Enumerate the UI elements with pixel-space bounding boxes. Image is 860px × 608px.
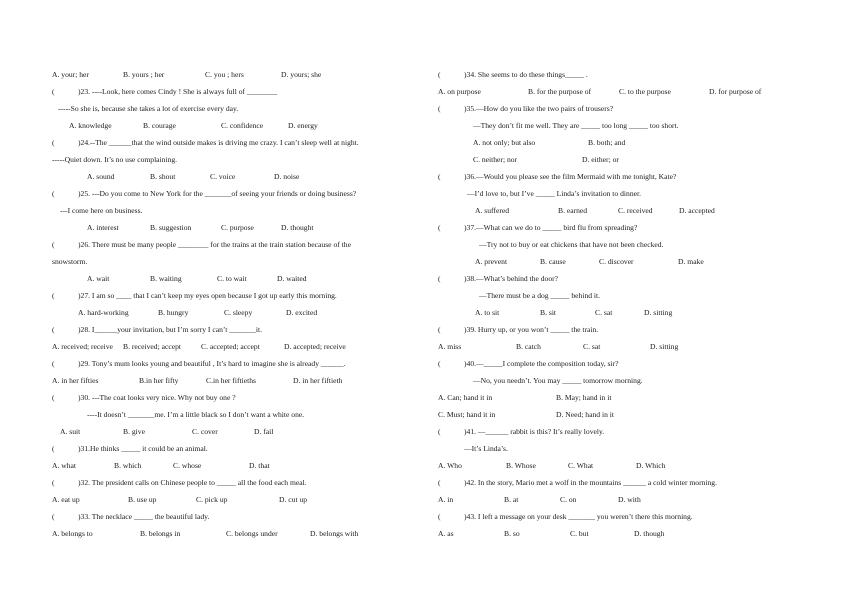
question-text: )40.—_____I complete the composition today, sir? <box>464 359 619 368</box>
option-b: B. which <box>114 461 142 470</box>
right-column <box>438 0 823 608</box>
option-c: C. confidence <box>221 121 264 130</box>
option-d: D. though <box>634 529 665 538</box>
question-text: )29. Tony’s mum looks young and beautiful , It’s hard to imagine she is already ______. <box>78 359 346 368</box>
question-41-line2: —It’s Linda’s. <box>464 444 508 453</box>
option-a: A. wait <box>87 274 110 283</box>
option-d: D. accepted <box>679 206 715 215</box>
answer-bracket: ( <box>52 87 55 96</box>
answer-bracket: ( <box>438 274 441 283</box>
answer-bracket: ( <box>52 444 55 453</box>
option-b: B. courage <box>143 121 176 130</box>
option-b: B. give <box>123 427 145 436</box>
option-b: B. so <box>504 529 520 538</box>
option-c: C. but <box>570 529 589 538</box>
option-b: B.in her fifty <box>139 376 179 385</box>
question-text: )30. ---The coat looks very nice. Why not buy one ? <box>78 393 236 402</box>
option-d: D. sitting <box>650 342 679 351</box>
option-c: C. sat <box>583 342 601 351</box>
question-text: )27. I am so ____ that I can’t keep my eyes open because I got up early this morning. <box>78 291 337 300</box>
option-b: B. earned <box>558 206 588 215</box>
option-d: D. waited <box>277 274 307 283</box>
question-35-line2: —They don’t fit me well. They are _____ too long _____ too short. <box>473 121 679 130</box>
option-d: D. for purpose of <box>709 87 762 96</box>
option-d: D. either; or <box>582 155 619 164</box>
answer-bracket: ( <box>52 512 55 521</box>
question-text: )43. I left a message on your desk _______ you weren’t there this morning. <box>464 512 693 521</box>
option-b: B. cause <box>540 257 566 266</box>
option-a: A. interest <box>87 223 119 232</box>
answer-bracket: ( <box>438 427 441 436</box>
question-36-line2: —I’d love to, but I’ve _____ Linda’s invitation to dinner. <box>467 189 641 198</box>
option-d: D. excited <box>286 308 318 317</box>
question-text: )28. I______your invitation, but I’m sorry I can’t _______it. <box>78 325 262 334</box>
question-text: )32. The president calls on Chinese people to _____ all the food each meal. <box>78 478 307 487</box>
answer-bracket: ( <box>438 359 441 368</box>
option-c: C. to wait <box>217 274 247 283</box>
option-c: C. voice <box>210 172 236 181</box>
option-c: C. received <box>618 206 653 215</box>
left-column <box>52 0 432 608</box>
option-b: B. shout <box>150 172 176 181</box>
option-d: D. fail <box>254 427 274 436</box>
question-text: )39. Hurry up, or you won’t _____ the train. <box>464 325 599 334</box>
answer-bracket: ( <box>438 223 441 232</box>
option-b: B. both; and <box>588 138 626 147</box>
option-d: D. Need; hand in it <box>556 410 614 419</box>
option-a: A. hard-working <box>78 308 129 317</box>
option-a: A. sound <box>87 172 115 181</box>
option-a: A. to sit <box>475 308 500 317</box>
question-23-line2: -----So she is, because she takes a lot of exercise every day. <box>58 104 239 113</box>
option-b: B. hungry <box>158 308 189 317</box>
option-d: D. yours; she <box>281 70 322 79</box>
option-c: C.in her fiftieths <box>206 376 256 385</box>
option-c: C. you ; hers <box>205 70 244 79</box>
question-25-line2: ---I come here on business. <box>60 206 143 215</box>
question-text: )26. There must be many people ________ for the trains at the train station because of the <box>78 240 351 249</box>
question-37-line2: —Try not to buy or eat chickens that have not been checked. <box>479 240 664 249</box>
option-d: D. cut up <box>279 495 308 504</box>
answer-bracket: ( <box>438 104 441 113</box>
option-d: D. that <box>249 461 270 470</box>
question-30-line2: ----It doesn’t _______me. I’m a little black so I don’t want a white one. <box>87 410 305 419</box>
option-d: D. in her fiftieth <box>293 376 343 385</box>
answer-bracket: ( <box>52 138 55 147</box>
option-c: C. pick up <box>196 495 228 504</box>
option-c: C. sat <box>595 308 613 317</box>
option-a: A. what <box>52 461 77 470</box>
option-a: A. your; her <box>52 70 89 79</box>
question-24-line2: -----Quiet down. It’s no use complaining. <box>52 155 178 164</box>
option-c: C. What <box>568 461 594 470</box>
question-text: )41. —______ rabbit is this? It’s really lovely. <box>464 427 605 436</box>
option-c: C. purpose <box>221 223 254 232</box>
option-a: A. suffered <box>475 206 510 215</box>
answer-bracket: ( <box>52 359 55 368</box>
question-text: )35.—How do you like the two pairs of trousers? <box>464 104 614 113</box>
option-a: A. in her fifties <box>52 376 99 385</box>
option-b: B. use up <box>128 495 157 504</box>
option-d: D. noise <box>274 172 300 181</box>
option-a: A. received; receive <box>52 342 113 351</box>
question-text: )23. ----Look, here comes Cindy ! She is always full of ________ <box>78 87 278 96</box>
option-d: D. accepted; receive <box>284 342 346 351</box>
option-c: C. accepted; accept <box>201 342 260 351</box>
question-text: )33. The necklace _____ the beautiful lady. <box>78 512 210 521</box>
option-a: A. eat up <box>52 495 80 504</box>
option-c: C. belongs under <box>226 529 278 538</box>
question-text: )38.—What’s behind the door? <box>464 274 559 283</box>
option-a: A. belongs to <box>52 529 93 538</box>
option-b: B. catch <box>516 342 541 351</box>
option-b: B. Whose <box>506 461 536 470</box>
answer-bracket: ( <box>52 393 55 402</box>
option-d: D. Which <box>636 461 666 470</box>
question-text: )24.--The ______that the wind outside makes is driving me crazy. I can’t sleep well at night. <box>78 138 359 147</box>
option-d: D. belongs with <box>310 529 359 538</box>
answer-bracket: ( <box>52 189 55 198</box>
option-d: D. make <box>678 257 704 266</box>
answer-bracket: ( <box>438 512 441 521</box>
option-b: B. suggestion <box>150 223 192 232</box>
option-d: D. with <box>618 495 641 504</box>
question-text: )34. She seems to do these things_____ . <box>464 70 588 79</box>
option-c: C. neither; nor <box>473 155 518 164</box>
option-d: D. energy <box>288 121 318 130</box>
question-text: )37.—What can we do to _____ bird flu from spreading? <box>464 223 638 232</box>
option-b: B. received; accept <box>123 342 181 351</box>
option-c: C. to the purpose <box>619 87 671 96</box>
answer-bracket: ( <box>52 325 55 334</box>
question-text: )31.He thinks _____ it could be an animal. <box>78 444 208 453</box>
option-a: A. prevent <box>475 257 508 266</box>
option-a: A. on purpose <box>438 87 481 96</box>
answer-bracket: ( <box>438 172 441 181</box>
option-a: A. not only; but also <box>473 138 536 147</box>
option-d: D. sitting <box>644 308 673 317</box>
answer-bracket: ( <box>438 70 441 79</box>
answer-bracket: ( <box>52 240 55 249</box>
option-c: C. sleepy <box>224 308 253 317</box>
option-a: A. Who <box>438 461 462 470</box>
option-c: C. cover <box>192 427 218 436</box>
answer-bracket: ( <box>438 325 441 334</box>
option-a: A. knowledge <box>69 121 112 130</box>
answer-bracket: ( <box>52 291 55 300</box>
option-b: B. waiting <box>150 274 182 283</box>
option-b: B. belongs in <box>140 529 181 538</box>
question-text: )42. In the story, Mario met a wolf in the mountains ______ a cold winter morning. <box>464 478 718 487</box>
question-text: )36.—Would you please see the film Mermaid with me tonight, Kate? <box>464 172 677 181</box>
option-d: D. thought <box>281 223 314 232</box>
question-text: )25. ---Do you come to New York for the _______of seeing your friends or doing business? <box>78 189 357 198</box>
option-c: C. whose <box>173 461 202 470</box>
option-b: B. yours ; her <box>123 70 165 79</box>
option-c: C. on <box>560 495 577 504</box>
option-a: A. in <box>438 495 454 504</box>
option-c: C. discover <box>599 257 634 266</box>
question-38-line2: —There must be a dog _____ behind it. <box>479 291 601 300</box>
answer-bracket: ( <box>438 478 441 487</box>
option-b: B. sit <box>540 308 557 317</box>
option-a: A. Can; hand it in <box>438 393 493 402</box>
option-b: B. for the purpose of <box>528 87 592 96</box>
option-c: C. Must; hand it in <box>438 410 496 419</box>
option-a: A. miss <box>438 342 462 351</box>
option-a: A. suit <box>60 427 81 436</box>
option-b: B. at <box>504 495 519 504</box>
question-26-line2: snowstorm. <box>52 257 88 266</box>
question-40-line2: —No, you needn’t. You may _____ tomorrow morning. <box>473 376 643 385</box>
answer-bracket: ( <box>52 478 55 487</box>
option-b: B. May; hand in it <box>556 393 612 402</box>
option-a: A. as <box>438 529 454 538</box>
